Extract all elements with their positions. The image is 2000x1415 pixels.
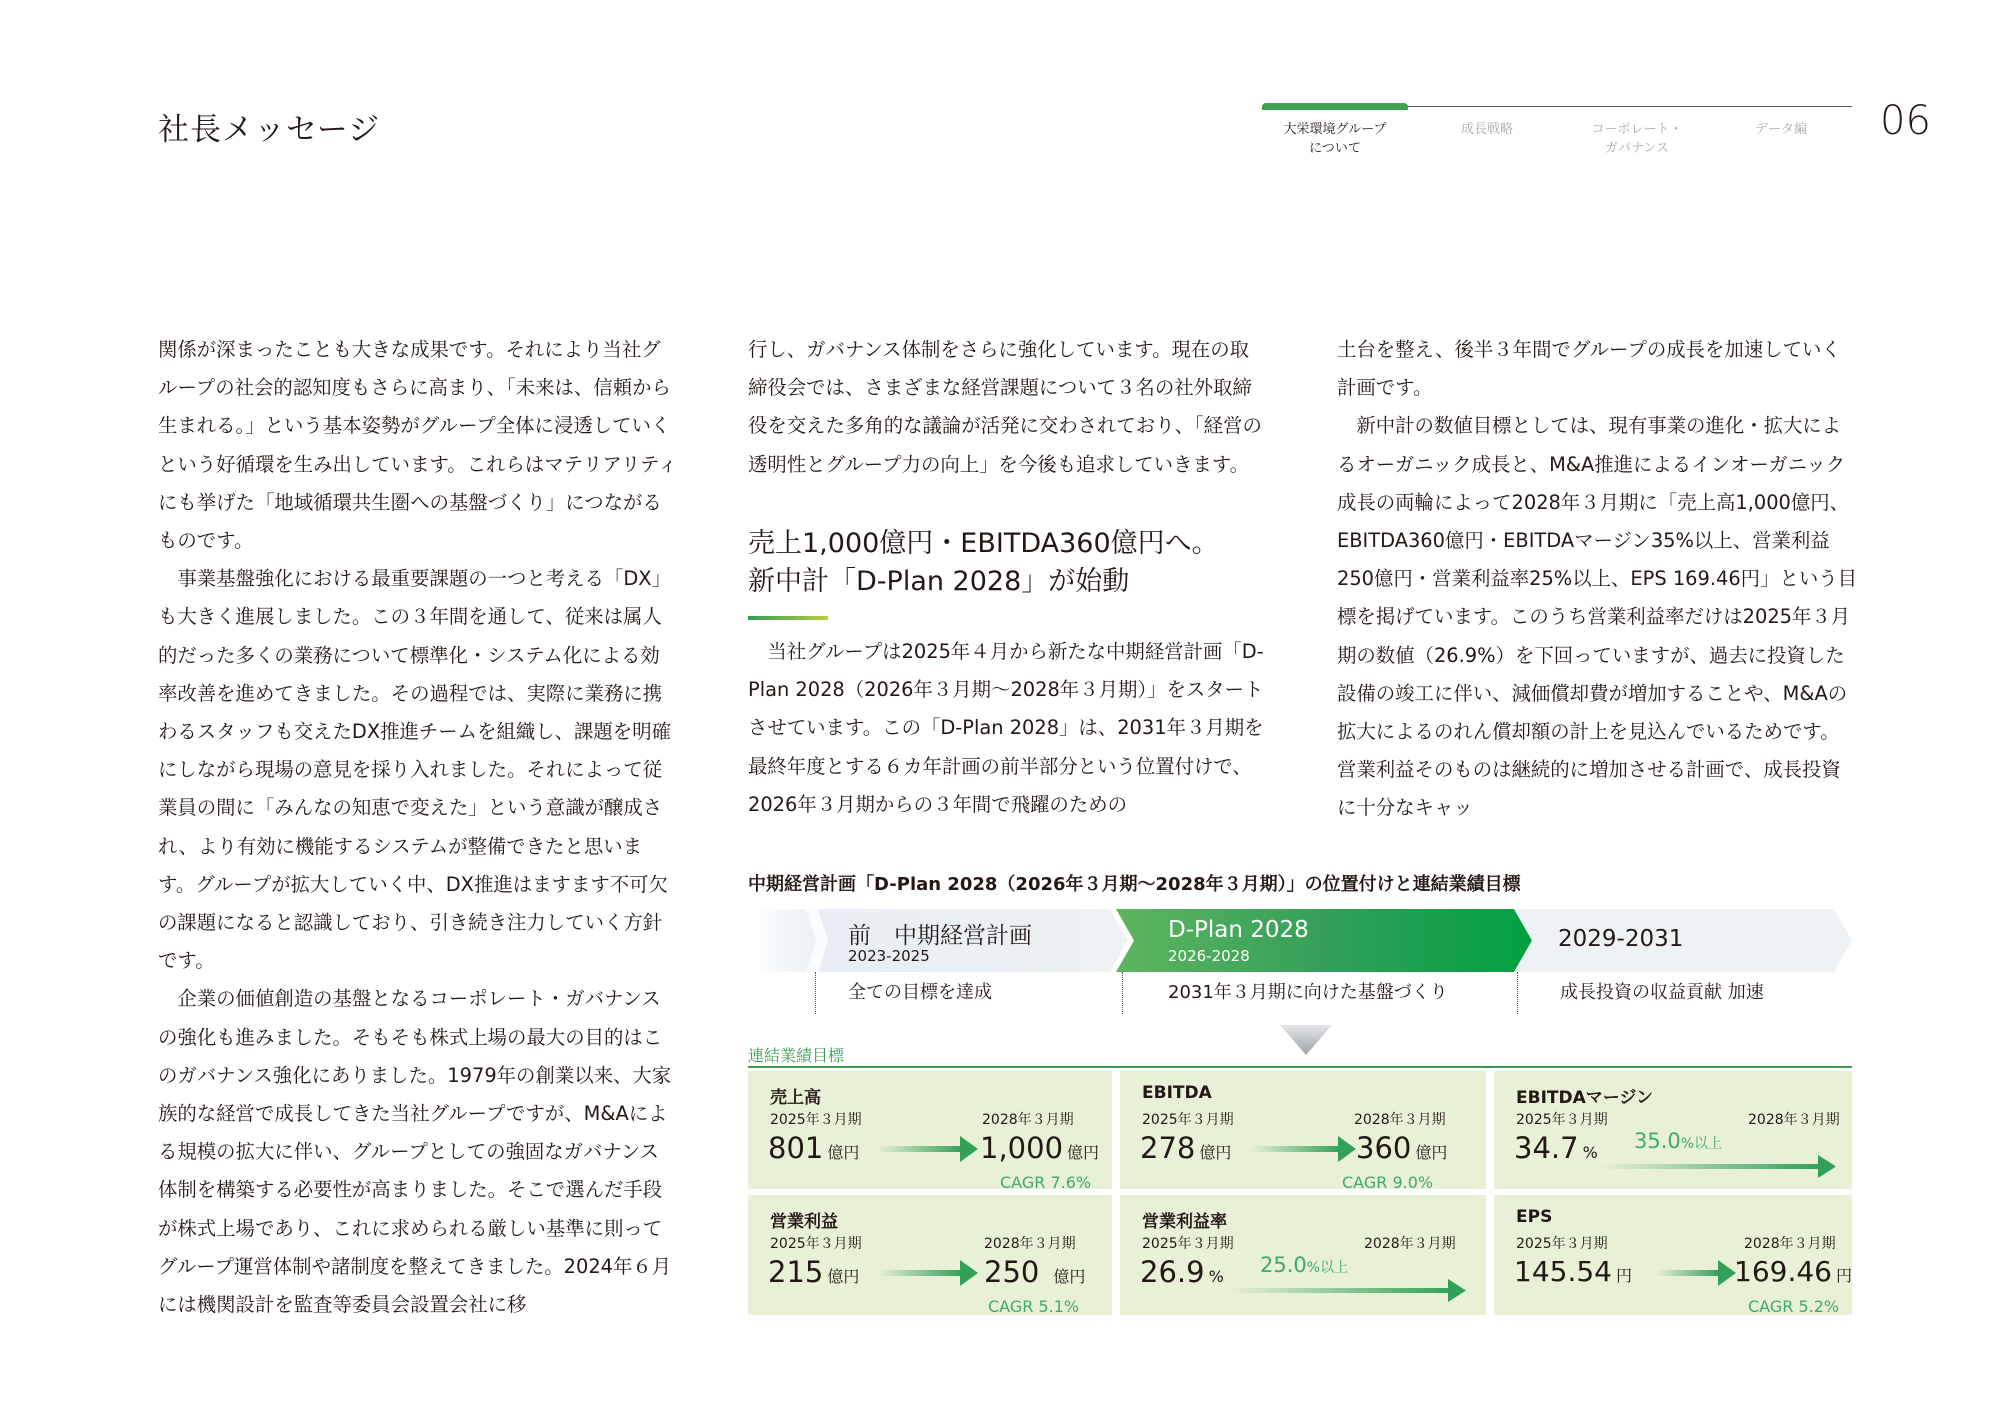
nav-active-indicator xyxy=(1262,103,1408,110)
from-value: 26.9 % xyxy=(1140,1255,1224,1289)
tab-growth-strategy[interactable]: 成長戦略 xyxy=(1460,122,1513,137)
growth-arrow-icon xyxy=(1230,1277,1466,1305)
phase-future-title: 2029-2031 xyxy=(1558,926,1684,952)
heading-underline xyxy=(748,616,828,620)
cagr-value: CAGR 9.0% xyxy=(1342,1173,1434,1192)
paragraph: 当社グループは2025年４月から新たな中期経営計画「D-Plan 2028（2026年３月期〜2028年３月期）」をスタートさせています。この「D-Plan 2028」は、2031年３月期を最終年度とする６カ年計画の前半部分という位置付けで、2026年３月期からの３年間で飛躍のための xyxy=(748,640,1264,816)
from-value: 34.7 % xyxy=(1514,1131,1598,1165)
paragraph: 土台を整え、後半３年間でグループの成長を加速していく計画です。 xyxy=(1337,338,1841,400)
metric-name: EPS xyxy=(1516,1207,1553,1227)
section-heading xyxy=(748,525,1219,601)
section-heading-line-1: 売上1,000億円・EBITDA360億円へ。 xyxy=(748,528,1219,559)
growth-arrow-icon xyxy=(878,1255,978,1291)
from-value: 278 億円 xyxy=(1140,1131,1232,1165)
phase-divider xyxy=(1122,972,1123,1014)
paragraph: 行し、ガバナンス体制をさらに強化しています。現在の取締役会では、さまざまな経営課題について３名の社外取締役を交えた多角的な議論が活発に交わされており、「経営の透明性とグループ力の向上」を今後も追求していきます。 xyxy=(748,338,1262,476)
growth-arrow-icon xyxy=(1656,1257,1736,1289)
paragraph: 関係が深まったことも大きな成果です。それにより当社グループの社会的認知度もさらに高まり、「未来は、信頼から生まれる。」という基本姿勢がグループ全体に浸透していくという好循環を生み出しています。これらはマテリアリティにも挙げた「地域循環共生圏への基盤づくり」につながるものです。 xyxy=(158,338,678,553)
page-number: 06 xyxy=(1880,98,1931,144)
page-title: 社長メッセージ xyxy=(158,112,381,148)
paragraph: 企業の価値創造の基盤となるコーポレート・ガバナンスの強化も進みました。そもそも株式上場の最大の目的はこのガバナンス強化にありました。1979年の創業以来、大家族的な経営で成長してきた当社グループですが、M&Aによる規模の拡大に伴い、グループとしての強固なガバナンス体制を構築する必要性が高まりました。そこで選んだ手段が株式上場であり、これに求められる厳しい基準に則ってグループ運営体制や諸制度を整えてきました。2024年６月には機関設計を監査等委員会設置会社に移 xyxy=(158,987,672,1317)
phase-previous-plan-title: 前 中期経営計画 xyxy=(848,923,1032,949)
to-period-label: 2028年３月期 xyxy=(984,1236,1076,1252)
down-arrow-icon xyxy=(1280,1025,1332,1055)
growth-arrow-icon xyxy=(1600,1153,1836,1181)
diagram-title: 中期経営計画「D-Plan 2028（2026年３月期〜2028年３月期）」の位置付けと連結業績目標 xyxy=(748,874,1521,895)
body-column-2 xyxy=(748,331,1268,484)
targets-divider xyxy=(748,1066,1852,1068)
growth-arrow-icon xyxy=(878,1131,978,1167)
target-card-ebitda xyxy=(1120,1071,1486,1192)
metric-name: 営業利益率 xyxy=(1142,1212,1227,1232)
to-period-label: 2028年３月期 xyxy=(1744,1236,1836,1252)
target-card-ebitda-margin xyxy=(1494,1071,1852,1189)
from-period-label: 2025年３月期 xyxy=(1516,1112,1608,1128)
paragraph: 事業基盤強化における最重要課題の一つと考える「DX」も大きく進展しました。この３年間を通して、従来は属人的だった多くの業務について標準化・システム化による効率改善を進めてきました。その過程では、実際に業務に携わるスタッフも交えたDX推進チームを組織し、課題を明確にしながら現場の意見を採り入れました。それによって従業員の間に「みんなの知恵で変えた」という意識が醸成され、より有効に機能するシステムが整備できたと思います。グループが拡大していく中、DX推進はますます不可欠の課題になると認識しており、引き続き注力していく方針です。 xyxy=(158,567,671,973)
target-card-sales xyxy=(748,1071,1112,1192)
phase-future-note: 成長投資の収益貢献 加速 xyxy=(1560,982,1764,1003)
to-value: 250 億円 xyxy=(984,1255,1086,1289)
target-floor: 25.0%以上 xyxy=(1260,1253,1349,1277)
to-period-label: 2028年３月期 xyxy=(982,1112,1074,1128)
target-card-operating-margin xyxy=(1120,1195,1486,1315)
growth-arrow-icon xyxy=(1250,1131,1356,1167)
metric-name: EBITDA xyxy=(1142,1083,1212,1103)
target-card-eps xyxy=(1494,1195,1852,1315)
section-heading-line-2: 新中計「D-Plan 2028」が始動 xyxy=(748,566,1130,597)
from-period-label: 2025年３月期 xyxy=(770,1236,862,1252)
from-period-label: 2025年３月期 xyxy=(1516,1236,1608,1252)
target-card-operating-income xyxy=(748,1195,1112,1315)
targets-label: 連結業績目標 xyxy=(748,1046,845,1065)
from-period-label: 2025年３月期 xyxy=(1142,1236,1234,1252)
cagr-value: CAGR 5.1% xyxy=(988,1297,1080,1316)
to-value: 360 億円 xyxy=(1356,1131,1448,1165)
to-value: 169.46 円 xyxy=(1734,1255,1852,1288)
cagr-value: CAGR 5.2% xyxy=(1748,1297,1840,1316)
paragraph: 新中計の数値目標としては、現有事業の進化・拡大によるオーガニック成長と、M&A推進によるインオーガニック成長の両輪によって2028年３月期に「売上高1,000億円、EBITDA360億円・EBITDAマージン35%以上、営業利益250億円・営業利益率25%以上、EPS 169.46円」という目標を掲げています。このうち営業利益率だけは2025年３月期の数値（26.9%）を下回っていますが、過去に投資した設備の竣工に伴い、減価償却費が増加することや、M&Aの拡大によるのれん償却額の計上を見込んでいるためです。営業利益そのものは継続的に増加させる計画で、成長投資に十分なキャッ xyxy=(1337,414,1858,820)
to-period-label: 2028年３月期 xyxy=(1354,1112,1446,1128)
from-value: 801 億円 xyxy=(768,1131,860,1165)
body-column-3 xyxy=(1337,331,1857,828)
phase-divider xyxy=(815,972,816,1014)
to-period-label: 2028年３月期 xyxy=(1748,1112,1840,1128)
tab-corporate-governance[interactable]: コーポレート・ ガバナンス xyxy=(1591,122,1683,156)
target-floor: 35.0%以上 xyxy=(1634,1129,1723,1153)
tab-about-group[interactable]: 大栄環境グループ について xyxy=(1283,122,1387,156)
from-period-label: 2025年３月期 xyxy=(770,1112,862,1128)
metric-name: EBITDAマージン xyxy=(1516,1088,1653,1108)
phase-dplan-note: 2031年３月期に向けた基盤づくり xyxy=(1168,982,1448,1003)
phase-divider xyxy=(1517,972,1518,1014)
tab-data[interactable]: データ編 xyxy=(1754,122,1807,137)
from-value: 215 億円 xyxy=(768,1255,860,1289)
phase-dplan-title: D-Plan 2028 xyxy=(1168,917,1309,943)
phase-dplan-years: 2026-2028 xyxy=(1168,947,1250,965)
from-period-label: 2025年３月期 xyxy=(1142,1112,1234,1128)
body-column-1 xyxy=(158,331,678,1324)
metric-name: 営業利益 xyxy=(770,1212,838,1232)
metric-name: 売上高 xyxy=(770,1088,821,1108)
to-value: 1,000 億円 xyxy=(980,1131,1100,1165)
from-value: 145.54 円 xyxy=(1514,1255,1632,1288)
phase-previous-plan-note: 全ての目標を達成 xyxy=(848,982,992,1003)
to-period-label: 2028年３月期 xyxy=(1364,1236,1456,1252)
phase-previous-plan-years: 2023-2025 xyxy=(848,947,930,965)
cagr-value: CAGR 7.6% xyxy=(1000,1173,1092,1192)
